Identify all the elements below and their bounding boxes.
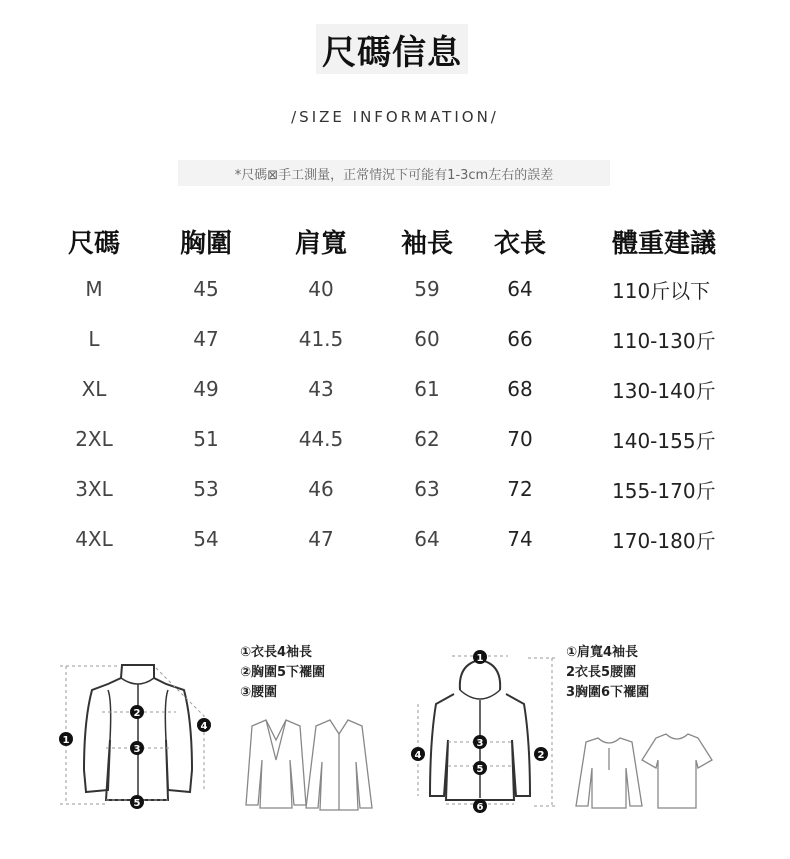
svg-text:4: 4 [414,750,422,761]
marker-6 [473,799,487,813]
cell-shoulder: 47 [308,527,334,551]
cell-weight: 130-140斤 [612,378,716,403]
svg-text:5: 5 [476,764,484,775]
cell-size: L [88,327,100,351]
header-chest: 胸圍 [179,228,232,259]
cell-size: 2XL [75,427,113,451]
cell-sleeve: 64 [414,527,440,551]
svg-text:2: 2 [133,708,141,719]
marker-1 [59,732,73,746]
cell-chest: 53 [193,477,219,501]
cell-weight: 140-155斤 [612,428,716,453]
cell-size: 4XL [75,527,113,551]
cell-weight: 110斤以下 [612,278,711,303]
cell-size: 3XL [75,477,113,501]
cell-shoulder: 40 [308,277,334,301]
cell-sleeve: 60 [414,327,440,351]
cell-chest: 54 [193,527,219,551]
jacket-diagram [84,665,192,800]
cell-chest: 49 [193,377,219,401]
hoodie-measure-lines [418,656,556,806]
legend-item: 2衣長5腰圍 [566,665,637,680]
cell-length: 66 [507,327,533,351]
cell-length: 64 [507,277,533,301]
cell-length: 72 [507,477,533,501]
blazer-sketch [246,720,306,808]
legend-item: ②胸圍5下襬圍 [240,665,326,680]
marker-5 [473,761,487,775]
shirt-sketch [306,720,372,810]
legend-item: ③腰圍 [240,685,278,700]
cell-shoulder: 43 [308,377,334,401]
jacket-markers [59,705,211,809]
cell-length: 74 [507,527,533,551]
header-size: 尺碼 [67,228,120,259]
marker-2 [534,747,548,761]
svg-text:4: 4 [200,721,208,732]
cell-length: 68 [507,377,533,401]
header-shoulder: 肩寬 [294,228,347,259]
svg-text:2: 2 [537,750,545,761]
marker-5 [130,795,144,809]
header-sleeve: 袖長 [400,228,453,259]
cell-sleeve: 59 [414,277,440,301]
marker-1 [473,650,487,664]
cell-size: M [85,277,103,301]
svg-text:1: 1 [476,653,484,664]
marker-3 [473,735,487,749]
cell-size: XL [81,377,107,401]
page-subtitle: /SIZE INFORMATION/ [291,108,499,126]
header-length: 衣長 [493,228,546,259]
marker-4 [411,747,425,761]
marker-3 [130,741,144,755]
cell-length: 70 [507,427,533,451]
measurement-note: *尺碼⊠手工測量，正常情況下可能有1-3cm左右的誤差 [234,167,554,183]
cell-weight: 170-180斤 [612,528,716,553]
cell-weight: 110-130斤 [612,328,716,353]
cell-shoulder: 46 [308,477,334,501]
cell-sleeve: 62 [414,427,440,451]
cell-weight: 155-170斤 [612,478,716,503]
marker-2 [130,705,144,719]
hoodie-diagram [430,660,530,800]
header-weight: 體重建議 [612,228,717,259]
cell-chest: 51 [193,427,219,451]
cell-shoulder: 41.5 [298,327,344,351]
svg-text:6: 6 [476,802,484,813]
svg-text:3: 3 [476,738,484,749]
cell-shoulder: 44.5 [298,427,344,451]
marker-4 [197,718,211,732]
svg-text:3: 3 [133,744,141,755]
sweater-sketch [576,738,642,808]
cell-sleeve: 61 [414,377,440,401]
legend-item: 3胸圍6下襬圍 [566,685,650,700]
svg-text:1: 1 [62,735,70,746]
svg-text:5: 5 [133,798,141,809]
cell-chest: 47 [193,327,219,351]
tshirt-sketch [642,734,712,808]
jacket-measure-lines [60,666,204,804]
legend-item: ①衣長4袖長 [240,645,313,660]
cell-sleeve: 63 [414,477,440,501]
cell-chest: 45 [193,277,219,301]
page-title: 尺碼信息 [322,32,462,73]
legend-item: ①肩寬4袖長 [566,645,639,660]
